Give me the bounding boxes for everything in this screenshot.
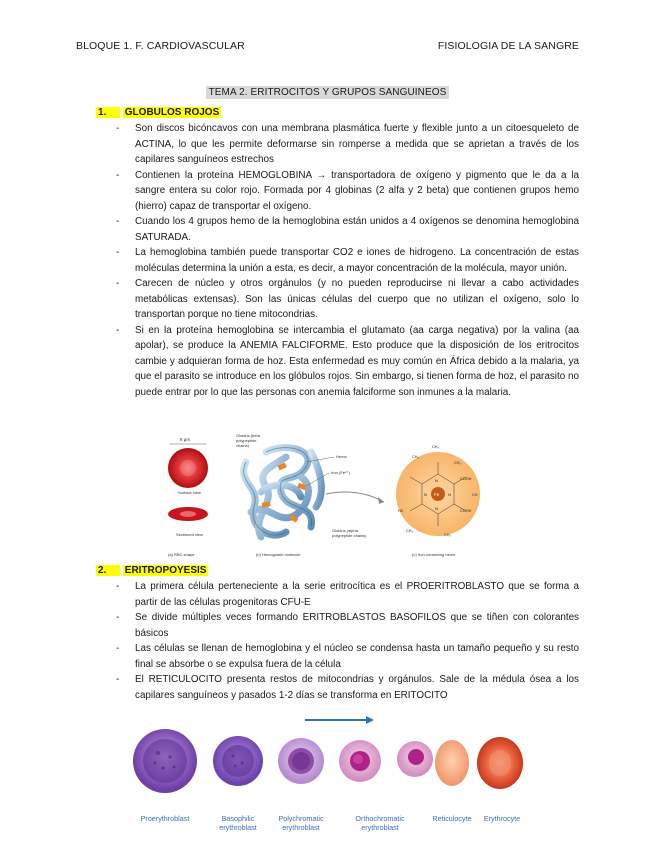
list-item-text: La hemoglobina también puede transportar CO2 e iones de hidrogeno. La concentración de estas moléculas determina la unión a esta, es decir, a mayor concentración de la molécula, mayor unión.	[135, 247, 579, 274]
heme-label: Heme	[336, 454, 347, 459]
hemoglobin-figure	[166, 432, 502, 560]
ch3-label-3: CH₃	[406, 529, 414, 533]
list-item	[116, 323, 579, 401]
list-item	[116, 610, 579, 641]
polychromatic-erythroblast-cell	[278, 738, 324, 784]
dash: -	[116, 612, 120, 623]
cooh-label-1: COOH	[460, 477, 472, 481]
globins-alpha-label-1: Globins (alpha	[332, 528, 358, 533]
header-left: BLOQUE 1. F. CARDIOVASCULAR	[76, 40, 245, 52]
dash: -	[116, 247, 120, 258]
n-label-3: N	[435, 506, 438, 511]
surface-view-label: Surface view	[178, 490, 201, 495]
reticulocyte-cell	[435, 740, 469, 786]
ch3-label-1: CH₃	[412, 455, 420, 459]
size-label: 8 µm	[180, 437, 191, 442]
section-number: 1.	[96, 107, 120, 118]
dash: -	[116, 216, 120, 227]
n-label-2: N	[448, 492, 451, 497]
list-item	[116, 168, 579, 215]
proerythroblast-cell	[133, 729, 197, 793]
dash: -	[116, 278, 120, 289]
section-1-list	[116, 121, 579, 400]
section-title: GLOBULOS ROJOS	[124, 107, 220, 118]
label-orthochromatic-2: erythroblast	[361, 823, 399, 832]
hemoglobin-panel	[236, 433, 384, 557]
list-item	[116, 672, 579, 703]
list-item	[116, 121, 579, 168]
list-item-text: La primera célula perteneciente a la serie eritrocítica es el PROERITROBLASTO que se forma a partir de las células progenitoras CFU-E	[135, 581, 579, 608]
globins-beta-label-3: chains)	[236, 443, 249, 448]
page-title	[0, 82, 655, 100]
erythrocyte-cell	[477, 737, 523, 789]
list-item	[116, 245, 579, 276]
n-label-4: N	[424, 492, 427, 497]
sectioned-view-label: Sectioned view	[176, 532, 203, 537]
header-right: FISIOLOGIA DE LA SANGRE	[437, 40, 579, 52]
iron-label: Iron (Fe²⁺)	[331, 470, 350, 475]
list-item-text: El RETICULOCITO presenta restos de mitocondrias y orgánulos. Sale de la médula ósea a los capilares sanguíneos y pasados 1-2 días se transforma en ERITOCITO	[135, 674, 579, 701]
label-erythrocyte: Erythrocyte	[483, 814, 521, 823]
section-heading-1	[96, 107, 221, 118]
cooh-label-2: COOH	[460, 509, 472, 513]
list-item-text: Se divide múltiples veces formando ERITROBLASTOS BASOFILOS que se tiñen con colorantes básicos	[135, 612, 579, 639]
label-proerythroblast: Proerythroblast	[140, 814, 190, 823]
dash: -	[116, 643, 120, 654]
list-item-text: Contienen la proteína HEMOGLOBINA → transportadora de oxígeno y pigmento que le da a la sangre entera su color rojo. Formada por 4 globinas (2 alfa y 2 beta) que contienen grupos hemo (hierro) capaz de transportar el oxígeno.	[135, 169, 579, 212]
section-2-list	[116, 579, 579, 703]
list-item	[116, 276, 579, 323]
caption-c: (c) Iron-containing heme	[412, 552, 456, 557]
orthochromatic-erythroblast-cell-2	[397, 741, 433, 777]
globins-alpha-label-2: polypeptide chains)	[332, 533, 367, 538]
label-orthochromatic-1: Orthochromatic	[355, 814, 405, 823]
label-basophilic-1: Basophilic	[221, 814, 255, 823]
list-item	[116, 641, 579, 672]
dash: -	[116, 324, 120, 336]
list-item	[116, 214, 579, 245]
ch3-label-2: CH₃	[454, 461, 462, 465]
dash: -	[116, 123, 120, 134]
n-label-1: N	[435, 478, 438, 483]
heme-panel	[396, 445, 480, 557]
label-polychromatic-1: Polychromatic	[278, 814, 324, 823]
dash: -	[116, 169, 120, 181]
label-polychromatic-2: erythroblast	[282, 823, 320, 832]
section-number: 2.	[96, 565, 120, 576]
rbc-panel	[168, 437, 208, 557]
ch-label: CH	[472, 493, 478, 497]
caption-a: (a) RBC shape	[168, 552, 195, 557]
list-item-text: Son discos bicóncavos con una membrana plasmática fuerte y flexible junto a un citoesqueleto de ACTINA, lo que les permite deformarse sin romperse a medida que se aprietan a través de los capilares sanguíneos estrechos	[135, 123, 579, 165]
caption-b: (b) Hemoglobin molecule	[256, 552, 301, 557]
page-title-text: TEMA 2. ERITROCITOS Y GRUPOS SANGUINEOS	[206, 86, 450, 99]
list-item-text: Las células se llenan de hemoglobina y el núcleo se condensa hasta un tamaño pequeño y su resto final se absorbe o se expulsa fuera de la célula	[135, 643, 579, 670]
globins-beta-label-2: polypeptide	[236, 438, 257, 443]
arrow-head	[366, 716, 374, 724]
orthochromatic-erythroblast-cell	[339, 740, 381, 782]
basophilic-erythroblast-cell	[213, 736, 263, 786]
list-item-text: Cuando los 4 grupos hemo de la hemoglobina están unidos a 4 oxígenos se denomina hemoglobina SATURADA.	[135, 216, 579, 243]
dash: -	[116, 581, 120, 592]
globins-beta-label-1: Globins (beta	[236, 433, 260, 438]
list-item-text: Carecen de núcleo y otros orgánulos (y no pueden reproducirse ni llevar a cabo actividades metabólicas extensas). Son las únicas células del cuerpo que no utilizan el oxígeno, solo lo transportan porque no tiene mitocondrias.	[135, 278, 579, 320]
fe-label: Fe	[434, 492, 440, 497]
section-title: ERITROPOYESIS	[124, 565, 207, 576]
ch2-label-1: CH₂	[432, 445, 439, 449]
label-reticulocyte: Reticulocyte	[432, 814, 472, 823]
hc-label: HC	[398, 509, 404, 513]
erythropoiesis-figure	[130, 713, 530, 833]
section-heading-2	[96, 565, 208, 576]
list-item-text: Si en la proteína hemoglobina se intercambia el glutamato (aa carga negativa) por la valina (aa apolar), se produce la ANEMIA FALCIFORME. Esto produce que la disposición de los eritrocitos cambie y adquieran forma de hoz. Esta enfermedad es muy común en África debido a la malaria, ya que el parasito se introduce en los glóbulos rojos. Sin embargo, si tienen forma de hoz, el parasito no puede entrar por lo que las personas con anemia falciforme son inmunes a la malaria.	[135, 324, 579, 398]
label-basophilic-2: erythroblast	[219, 823, 257, 832]
list-item	[116, 579, 579, 610]
dash: -	[116, 674, 120, 685]
ch2-label-2: CH₂	[444, 533, 451, 537]
